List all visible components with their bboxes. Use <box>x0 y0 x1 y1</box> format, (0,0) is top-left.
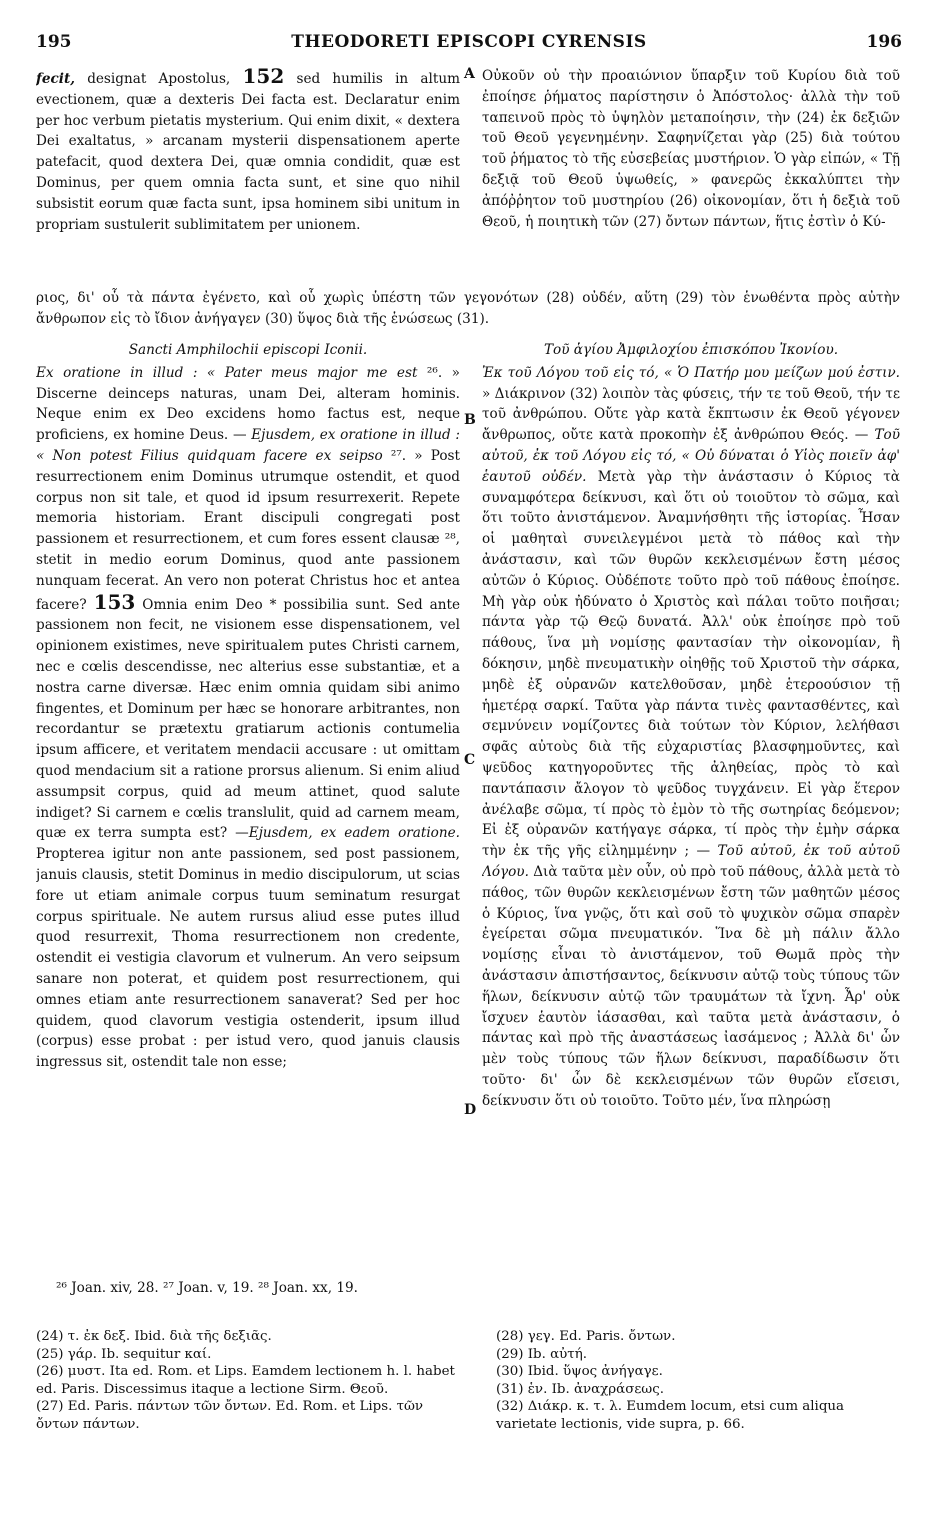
column-number-152: 152 <box>242 66 285 88</box>
column-number-153: 153 <box>93 589 136 614</box>
latin-section-heading: Sancti Amphilochii episcopi Iconii. <box>128 342 368 358</box>
latin-column-top <box>36 66 460 290</box>
latin-text: . » Post resurrectionem enim Dominus utrumque ostendit, et quod corpus non sit tale, et quod id ipsum resurrexerit. Repete memoria historiam. Erant discipuli congregati post passionem et resurrectionem, et cum fores essent clausæ ²⁸, stetit in medio eorum Dominus, quod ante passionem nunquam fecerat. An vero non poterat Christus hoc et antea facere? <box>36 447 460 613</box>
latin-citation: Ejusdem, ex oratione in illud : « Non potest Filius quidquam facere ex seipso <box>36 427 460 464</box>
latin-paragraph-main <box>36 363 460 1073</box>
latin-text: designat Apostolus, <box>74 71 243 87</box>
margin-letter-d: D <box>464 1102 477 1118</box>
latin-citation: Ejusdem, ex eadem oratione. <box>248 825 460 842</box>
page-header <box>36 32 902 58</box>
biblical-references: ²⁶ Joan. xiv, 28. ²⁷ Joan. v, 19. ²⁸ Joan. xx, 19. <box>56 1280 358 1296</box>
latin-text: Propterea igitur non ante passionem, sed post passionem, januis clausis, stetit Dominus in medio discipulorum, ut scias fore ut etiam animale corpus tuum seminatum resurgat corpus spirituale. Ne autem rursus aliud esse putes illud quod resurrexit, Thoma resurrectionem non credente, ostendit ei vestigia clavorum et vulnerum. An vero seipsum sanare non poterat, et quidem post resurrectionem, qui omnes etiam ante resurrectionem sanaverat? Sed per hoc quidem, quod clavorum vestigia ostenderit, ipsum illud (corpus) esse probat : per istud vero, quod januis clausis ingressus sit, ostendit tale non esse; <box>36 846 460 1071</box>
running-title: THEODORETI EPISCOPI CYRENSIS <box>291 32 647 52</box>
latin-text: sed humilis in altum evectionem, quæ a dexteris Dei facta est. Declaratur enim per hoc verbum pietatis mysterium. Qui enim dixit, « dextera Dei exaltatus, » arcanam mysterii dispensationem aperte patefacit, quod dextera Dei, quæ omnia condidit, quæ est Dominus, per quem omnia facta sunt, et sine quo nihil subsistit eorum quæ facta sunt, ipsa hominem sibi unitum in propriam sustulerit sublimitatem per unionem. <box>36 71 460 233</box>
footnote: (26) μυστ. Ita ed. Rom. et Lips. Eamdem lectionem h. l. habet ed. Paris. Discessimus itaque a lectione Sirm. Θεοῦ. <box>36 1364 455 1397</box>
greek-text: Διὰ ταῦτα μὲν οὖν, οὐ πρὸ τοῦ πάθους, ἀλλὰ μετὰ τὸ πάθος, τῶν θυρῶν κεκλεισμένων ἔστη τῶν μαθητῶν μέσος ὁ Κύριος, ἵνα γνῷς, ὅτι καὶ σοῦ τὸ ψυχικὸν σῶμα σπαρὲν ἐγείρεται σῶμα πνευματικόν. Ἵνα δὲ μὴ πάλιν ἄλλο νομίσῃς εἶναι τὸ ἀνιστάμενον, τοῦ Θωμᾶ πρὸς τὴν ἀνάστασιν ἀπιστήσαντος, δείκνυσιν αὐτῷ τοὺς τύπους τῶν ἥλων, δείκνυσιν αὐτῷ τῶν τραυμάτων τὰ ἴχνη. Ἆρ' οὐκ ἴσχυεν ἑαυτὸν ἰάσασθαι, καὶ ταῦτα μετὰ ἀνάστασιν, ὁ πάντας καὶ πρὸ τῆς ἀναστάσεως ἰασάμενος ; Ἀλλὰ δι' ὧν μὲν τοὺς τύπους τῶν ἥλων δείκνυσι, παραδίδωσιν ὅτι τοῦτο· δι' ὧν δὲ κεκλεισμένων τῶν θυρῶν εἴσεισι, δείκνυσιν ὅτι οὐ τοιοῦτο. Τοῦτο μέν, ἵνα πληρώσῃ <box>482 863 900 1109</box>
footnote: (24) τ. ἐκ δεξ. Ibid. διὰ τῆς δεξιᾶς. <box>36 1329 272 1344</box>
margin-letter-a: A <box>464 66 475 82</box>
greek-text: Μετὰ γὰρ τὴν ἀνάστασιν ὁ Κύριος τὰ συναμφότερα δείκνυσι, καὶ ὅτι οὐ τοιοῦτον τὸ σῶμα, καὶ ὅτι τοῦτο ἀνιστάμενον. Ἀναμνήσθητι τῆς ἱστορίας. Ἦσαν οἱ μαθηταὶ συνειλεγμένοι μετὰ τὸ πάθος καὶ τὴν ἀνάστασιν, καὶ τῶν θυρῶν κεκλεισμένων ἔστη μέσος αὐτῶν ὁ Κύριος. Οὐδέποτε τοῦτο πρὸ τοῦ πάθους ἐποίησε. Μὴ γὰρ οὐκ ἠδύνατο ὁ Χριστὸς καὶ πάλαι τοῦτο ποιῆσαι; πάντα γὰρ τῷ Θεῷ δυνατά. Ἀλλ' οὐκ ἐποίησε πρὸ τοῦ πάθους, ἵνα μὴ νομίσῃς φαντασίαν τὴν οἰκονομίαν, ἢ δόκησιν, μηδὲ πνευματικὴν οἰηθῇς τοῦ Χριστοῦ τὴν σάρκα, μηδὲ ἐξ οὐρανῶν κατελθοῦσαν, μηδὲ ἑτεροούσιον τῇ ἡμετέρᾳ σαρκί. Ταῦτα γὰρ πάντα τινὲς φαντασθέντες, καὶ σεμνύνειν νομίζοντες διὰ τούτων τὸν Κύριον, λελήθασι σφᾶς αὐτοὺς διὰ τῆς εὐχαριστίας βλασφημοῦντες, καὶ ψεῦδος κατηγοροῦντες τῆς ἀληθείας, πρὸς τὸ καὶ παντάπασιν ἄλογον τὸ ψεῦδος τυγχάνειν. Εἰ γὰρ ἕτερον ἀνέλαβε σῶμα, τί πρὸς τὸ ἐμὸν τὸ τῆς σωτηρίας δεόμενον; Εἰ ἐξ οὐρανῶν κατήγαγε σάρκα, τί πρὸς τὴν ἐμὴν σάρκα τὴν ἐκ τῆς γῆς εἰλημμένην ; — <box>482 468 900 860</box>
greek-column-main <box>482 340 900 1260</box>
greek-section-heading: Τοῦ ἁγίου Ἀμφιλοχίου ἐπισκόπου Ἰκονίου. <box>543 342 839 358</box>
latin-fecit: fecit, <box>36 71 75 87</box>
footnote: (27) Ed. Paris. πάντων τῶν ὄντων. Ed. Rom. et Lips. τῶν ὄντων πάντων. <box>36 1399 424 1432</box>
footnote: (25) γάρ. Ib. sequitur καί. <box>36 1346 212 1362</box>
greek-citation: Τοῦ αὐτοῦ, ἐκ τοῦ αὐτοῦ Λόγου. <box>482 843 900 880</box>
latin-citation: Ex oratione in illud : « Pater meus major me est <box>36 364 418 381</box>
greek-citation: Τοῦ αὐτοῦ, ἐκ τοῦ Λόγου εἰς τό, « Οὐ δύναται ὁ Υἱὸς ποιεῖν ἀφ' ἑαυτοῦ οὐδέν. <box>482 427 900 485</box>
latin-paragraph-top <box>36 66 460 235</box>
greek-paragraph-top: Οὐκοῦν οὐ τὴν προαιώνιον ὕπαρξιν τοῦ Κυρίου διὰ τοῦ ἐποίησε ῥήματος παρίστησιν ὁ Ἀπόστολος· ἀλλὰ τὴν τοῦ ταπεινοῦ πρὸς τὸ ὑψηλὸν μεταποίησιν, τὴν (24) ἐκ δεξιῶν τοῦ Θεοῦ γεγενημένην. Σαφηνίζεται γὰρ (25) διὰ τούτου τοῦ ῥήματος τὸ τῆς εὐσεβείας μυστήριον. Ὁ γὰρ εἰπών, « Τῇ δεξιᾷ τοῦ Θεοῦ ὑψωθείς, » φανερῶς ἐκκαλύπτει τὴν ἀπόῤῥητον τοῦ μυστηρίου (26) οἰκονομίαν, ὅτι ἡ δεξιὰ τοῦ Θεοῦ, ἡ ποιητικὴ τῶν (27) ὄντων πάντων, ἥτις ἐστὶν ὁ Κύ- <box>482 68 900 230</box>
page-number-right: 196 <box>866 32 902 52</box>
footnote-ref: ²⁶ <box>417 364 438 381</box>
latin-column-main <box>36 340 460 1260</box>
greek-text: » Διάκρινον (32) λοιπὸν τὰς φύσεις, τήν τε τοῦ Θεοῦ, τήν τε τοῦ ἀνθρώπου. Οὔτε γὰρ κατὰ ἔκπτωσιν ἐκ Θεοῦ γέγονεν ἄνθρωπος, οὔτε κατὰ προκοπὴν ἐξ ἀνθρώπου Θεός. — <box>482 385 900 444</box>
footnote: (30) Ibid. ὕψος ἀνήγαγε. <box>496 1364 663 1379</box>
greek-spanning-line: ριος, δι' οὗ τὰ πάντα ἐγένετο, καὶ οὗ χωρὶς ὑπέστη τῶν γεγονότων (28) οὐδέν, αὕτη (29) τὸν ἑνωθέντα πρὸς αὐτὴν ἄνθρωπον εἰς τὸ ἴδιον ἀνήγαγεν (30) ὕψος διὰ τῆς ἑνώσεως (31). <box>36 290 900 327</box>
footnote: (32) Διάκρ. κ. τ. λ. Eumdem locum, etsi cum aliqua varietate lectionis, vide supra, p. 66. <box>496 1399 845 1432</box>
greek-paragraph-main <box>482 363 900 1112</box>
margin-letter-c: C <box>464 752 476 768</box>
footnote: (29) Ib. αὐτή. <box>496 1346 587 1362</box>
margin-letter-b: B <box>464 412 476 428</box>
latin-text: Omnia enim Deo * possibilia sunt. Sed ante passionem non fecit, ne visionem esse dispensationem, vel opinionem existimes, neve spiritualem putes Christi carnem, nec e cœlis descendisse, nec alterius esse substantiæ, et a nostra carne diversæ. Hæc enim omnia quidam sibi animo fingentes, et Dominum per hæc se honorare arbitrantes, non recordantur se prætextu gratiarum actionis contumelia ipsum afficere, et veritatem mendacii accusare : ut omittam quod mendacium sit a ratione prorsus alienum. Si enim aliud assumpsit corpus, quid ad meum attinet, quod salute indiget? Si carnem e cœlis translulit, quid ad carnem meam, quæ ex terra sumpta est? — <box>36 596 460 842</box>
footnotes-left <box>36 1328 460 1433</box>
footnote: (28) γεγ. Ed. Paris. ὄντων. <box>496 1329 676 1344</box>
greek-column-top <box>482 66 900 290</box>
greek-citation: Ἐκ τοῦ Λόγου τοῦ εἰς τό, « Ὁ Πατήρ μου μείζων μού ἐστιν. <box>482 364 900 381</box>
footnote: (31) ἑν. Ib. ἀναχράσεως. <box>496 1381 664 1397</box>
latin-text: . » Discerne deinceps naturas, unam Dei, alteram hominis. Neque enim ex Deo excidens homo factus est, neque proficiens, ex homine Deus. — <box>36 364 460 444</box>
footnote-ref: ²⁷ <box>382 447 402 464</box>
footnotes-right <box>496 1328 900 1433</box>
page-number-left: 195 <box>36 32 72 52</box>
